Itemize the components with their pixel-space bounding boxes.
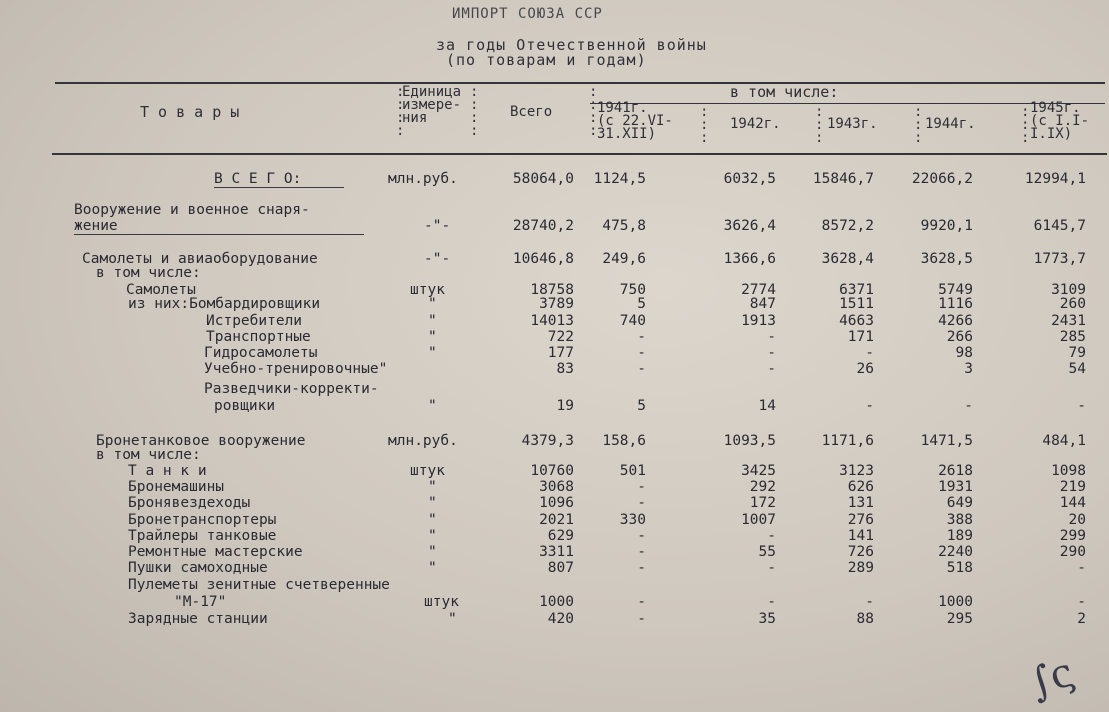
header-unit: Единица измере- ния bbox=[402, 84, 462, 126]
value-1944: 649 bbox=[946, 495, 973, 511]
value-1945: - bbox=[1077, 560, 1086, 576]
value-1941: - bbox=[637, 544, 646, 560]
goods-name: Гидросамолеты bbox=[204, 345, 318, 361]
value-1943: 289 bbox=[847, 560, 874, 576]
value-1943: - bbox=[865, 398, 874, 414]
document-title-top: ИМПОРТ СОЮЗА ССР bbox=[452, 6, 603, 22]
goods-name: ровщики bbox=[214, 398, 276, 414]
unit-of-measure: " bbox=[428, 528, 437, 544]
unit-of-measure: млн.руб. bbox=[388, 171, 458, 187]
value-1945: 299 bbox=[1059, 528, 1086, 544]
value-total: 58064,0 bbox=[512, 171, 574, 187]
goods-name: Пулеметы зенитные счетверенные bbox=[128, 577, 390, 593]
goods-name: Транспортные bbox=[206, 329, 311, 345]
header-colon-separator: : : : : bbox=[396, 84, 405, 139]
unit-of-measure: -"- bbox=[424, 218, 451, 234]
goods-name: "М-17" bbox=[174, 594, 227, 610]
value-1941: 1124,5 bbox=[593, 171, 646, 187]
value-1941: - bbox=[637, 329, 646, 345]
value-total: 1096 bbox=[539, 495, 574, 511]
value-1941: 740 bbox=[619, 313, 646, 329]
unit-of-measure: " bbox=[428, 560, 437, 576]
value-1941: 475,8 bbox=[602, 218, 646, 234]
value-1941: - bbox=[637, 479, 646, 495]
value-1943: 1171,6 bbox=[821, 433, 874, 449]
value-total: 19 bbox=[556, 398, 574, 414]
value-1945: 1773,7 bbox=[1033, 251, 1086, 267]
value-1944: 266 bbox=[946, 329, 973, 345]
goods-name: Пушки самоходные bbox=[128, 560, 268, 576]
value-1942: - bbox=[767, 329, 776, 345]
value-1945: 285 bbox=[1059, 329, 1086, 345]
value-total: 1000 bbox=[539, 594, 574, 610]
value-1943: 1511 bbox=[839, 296, 874, 312]
value-1945: 20 bbox=[1068, 512, 1086, 528]
goods-name: Вооружение и военное снаря- bbox=[74, 202, 310, 218]
value-1944: 1116 bbox=[938, 296, 973, 312]
goods-name: В С Е Г О: bbox=[214, 171, 302, 187]
goods-name: в том числе: bbox=[96, 447, 201, 463]
section-underline bbox=[74, 234, 364, 235]
header-year-1945: 1945г. (с I.I- I.IX) bbox=[1030, 100, 1090, 142]
document-title-line-2: за годы Отечественной войны bbox=[436, 36, 707, 54]
value-1944: 2618 bbox=[938, 463, 973, 479]
value-1945: - bbox=[1077, 398, 1086, 414]
goods-name: Самолеты и авиаоборудование bbox=[82, 251, 318, 267]
unit-of-measure: " bbox=[428, 345, 437, 361]
handwritten-signature-icon: ∫ς bbox=[1023, 648, 1080, 708]
unit-of-measure: млн.руб. bbox=[388, 433, 458, 449]
value-1945: 54 bbox=[1068, 361, 1086, 377]
value-1944: - bbox=[964, 398, 973, 414]
table-row bbox=[0, 399, 1109, 413]
value-total: 420 bbox=[547, 611, 574, 627]
value-1943: 141 bbox=[847, 528, 874, 544]
value-1943: - bbox=[865, 345, 874, 361]
value-total: 3789 bbox=[539, 296, 574, 312]
value-total: 807 bbox=[547, 560, 574, 576]
header-colon-separator: : : : bbox=[1021, 104, 1030, 146]
table-row bbox=[0, 203, 1109, 217]
unit-of-measure: штук bbox=[410, 463, 445, 479]
table-row bbox=[0, 362, 1109, 376]
value-1945: - bbox=[1077, 594, 1086, 610]
goods-name: Ремонтные мастерские bbox=[128, 544, 303, 560]
goods-name: Трайлеры танковые bbox=[128, 528, 277, 544]
value-1941: 501 bbox=[619, 463, 646, 479]
document-title-line-3: (по товарам и годам) bbox=[446, 51, 647, 69]
goods-name: из них:Бомбардировщики bbox=[128, 296, 321, 312]
value-1943: 3628,4 bbox=[821, 251, 874, 267]
value-1945: 2431 bbox=[1051, 313, 1086, 329]
value-1942: 292 bbox=[749, 479, 776, 495]
value-total: 18758 bbox=[530, 282, 574, 298]
value-total: 3068 bbox=[539, 479, 574, 495]
value-1945: 484,1 bbox=[1042, 433, 1086, 449]
header-colon-separator: : : : : bbox=[589, 84, 598, 139]
goods-name: Бронемашины bbox=[128, 479, 225, 495]
table-row bbox=[0, 266, 1109, 280]
value-1942: 1913 bbox=[741, 313, 776, 329]
table-row bbox=[0, 172, 1109, 186]
table-row bbox=[0, 346, 1109, 360]
goods-name: Учебно-тренировочные" bbox=[204, 361, 388, 377]
value-1941: 330 bbox=[619, 512, 646, 528]
goods-name: Истребители bbox=[206, 313, 303, 329]
goods-name: Бронетанковое вооружение bbox=[96, 433, 306, 449]
value-1942: 35 bbox=[758, 611, 776, 627]
unit-of-measure: " bbox=[428, 512, 437, 528]
header-colon-separator: : : : bbox=[815, 104, 824, 146]
value-1944: 5749 bbox=[938, 282, 973, 298]
value-1943: - bbox=[865, 594, 874, 610]
value-1942: 6032,5 bbox=[723, 171, 776, 187]
unit-of-measure: " bbox=[428, 479, 437, 495]
table-row bbox=[0, 480, 1109, 494]
header-colon-separator: : : : bbox=[700, 104, 709, 146]
table-row bbox=[0, 330, 1109, 344]
value-1945: 12994,1 bbox=[1024, 171, 1086, 187]
value-1943: 15846,7 bbox=[812, 171, 874, 187]
value-1941: 750 bbox=[619, 282, 646, 298]
value-1942: 1093,5 bbox=[723, 433, 776, 449]
unit-of-measure: штук bbox=[410, 282, 445, 298]
value-total: 2021 bbox=[539, 512, 574, 528]
value-1942: 14 bbox=[758, 398, 776, 414]
goods-name: Бронявездеходы bbox=[128, 495, 251, 511]
value-1945: 144 bbox=[1059, 495, 1086, 511]
value-1942: - bbox=[767, 594, 776, 610]
value-1944: 189 bbox=[946, 528, 973, 544]
value-1944: 1471,5 bbox=[920, 433, 973, 449]
table-row bbox=[0, 283, 1109, 297]
value-1943: 276 bbox=[847, 512, 874, 528]
value-1941: - bbox=[637, 560, 646, 576]
value-1945: 2 bbox=[1077, 611, 1086, 627]
table-row bbox=[0, 561, 1109, 575]
value-total: 3311 bbox=[539, 544, 574, 560]
table-row bbox=[0, 464, 1109, 478]
goods-name: Т а н к и bbox=[128, 463, 207, 479]
goods-name: Бронетранспортеры bbox=[128, 512, 277, 528]
header-total: Всего bbox=[510, 104, 553, 120]
value-1942: 172 bbox=[749, 495, 776, 511]
value-1944: 1931 bbox=[938, 479, 973, 495]
value-1944: 295 bbox=[946, 611, 973, 627]
value-1943: 131 bbox=[847, 495, 874, 511]
value-1944: 1000 bbox=[938, 594, 973, 610]
goods-name: в том числе: bbox=[96, 265, 201, 281]
value-1943: 26 bbox=[856, 361, 874, 377]
table-row bbox=[0, 545, 1109, 559]
value-1944: 9920,1 bbox=[920, 218, 973, 234]
value-total: 14013 bbox=[530, 313, 574, 329]
value-total: 28740,2 bbox=[512, 218, 574, 234]
value-1941: 5 bbox=[637, 398, 646, 414]
total-underline bbox=[214, 187, 344, 188]
header-goods: Т о в а р ы bbox=[140, 103, 240, 121]
value-1945: 3109 bbox=[1051, 282, 1086, 298]
table-row bbox=[0, 595, 1109, 609]
table-row bbox=[0, 314, 1109, 328]
value-1943: 8572,2 bbox=[821, 218, 874, 234]
value-total: 10760 bbox=[530, 463, 574, 479]
value-1944: 3 bbox=[964, 361, 973, 377]
value-total: 83 bbox=[556, 361, 574, 377]
header-year-1944: 1944г. bbox=[925, 116, 976, 132]
header-top-rule bbox=[55, 82, 1105, 84]
value-1944: 98 bbox=[955, 345, 973, 361]
value-1945: 260 bbox=[1059, 296, 1086, 312]
unit-of-measure: " bbox=[428, 296, 437, 312]
value-1943: 4663 bbox=[839, 313, 874, 329]
unit-of-measure: " bbox=[428, 313, 437, 329]
value-1944: 3628,5 bbox=[920, 251, 973, 267]
value-1942: 847 bbox=[749, 296, 776, 312]
goods-name: жение bbox=[74, 218, 118, 234]
unit-of-measure: штук bbox=[424, 594, 459, 610]
table-row bbox=[0, 382, 1109, 396]
value-1942: - bbox=[767, 560, 776, 576]
value-1941: 5 bbox=[637, 296, 646, 312]
value-1941: - bbox=[637, 361, 646, 377]
value-1942: 2774 bbox=[741, 282, 776, 298]
value-1943: 6371 bbox=[839, 282, 874, 298]
unit-of-measure: " bbox=[428, 398, 437, 414]
table-row bbox=[0, 219, 1109, 233]
value-1942: - bbox=[767, 361, 776, 377]
value-1941: - bbox=[637, 345, 646, 361]
unit-of-measure: -"- bbox=[424, 251, 451, 267]
table-row bbox=[0, 297, 1109, 311]
value-1944: 518 bbox=[946, 560, 973, 576]
value-1941: - bbox=[637, 495, 646, 511]
value-1943: 726 bbox=[847, 544, 874, 560]
header-colon-separator: : : : bbox=[914, 104, 923, 146]
table-row bbox=[0, 578, 1109, 592]
value-total: 4379,3 bbox=[521, 433, 574, 449]
value-1942: 1366,6 bbox=[723, 251, 776, 267]
value-1941: - bbox=[637, 594, 646, 610]
value-1944: 2240 bbox=[938, 544, 973, 560]
value-total: 10646,8 bbox=[512, 251, 574, 267]
goods-name: Самолеты bbox=[126, 282, 196, 298]
header-year-1942: 1942г. bbox=[730, 116, 781, 132]
goods-name: Зарядные станции bbox=[128, 611, 268, 627]
value-1942: - bbox=[767, 528, 776, 544]
table-row bbox=[0, 252, 1109, 266]
unit-of-measure: " bbox=[448, 611, 457, 627]
header-in-that-number: в том числе: bbox=[730, 83, 839, 101]
table-row bbox=[0, 513, 1109, 527]
value-1945: 6145,7 bbox=[1033, 218, 1086, 234]
value-1943: 171 bbox=[847, 329, 874, 345]
value-1942: 55 bbox=[758, 544, 776, 560]
value-1941: 249,6 bbox=[602, 251, 646, 267]
header-colon-separator: : : : : bbox=[470, 84, 479, 139]
value-1945: 290 bbox=[1059, 544, 1086, 560]
table-row bbox=[0, 434, 1109, 448]
value-1942: 1007 bbox=[741, 512, 776, 528]
table-row bbox=[0, 496, 1109, 510]
value-1944: 22066,2 bbox=[911, 171, 973, 187]
header-bottom-rule bbox=[52, 153, 1107, 155]
goods-name: Разведчики-корректи- bbox=[204, 381, 379, 397]
value-1944: 388 bbox=[946, 512, 973, 528]
value-1943: 3123 bbox=[839, 463, 874, 479]
value-1945: 219 bbox=[1059, 479, 1086, 495]
unit-of-measure: " bbox=[428, 329, 437, 345]
header-year-1943: 1943г. bbox=[827, 116, 878, 132]
value-1943: 88 bbox=[856, 611, 874, 627]
value-1941: 158,6 bbox=[602, 433, 646, 449]
value-1945: 79 bbox=[1068, 345, 1086, 361]
value-total: 629 bbox=[547, 528, 574, 544]
value-1944: 4266 bbox=[938, 313, 973, 329]
unit-of-measure: " bbox=[428, 544, 437, 560]
table-row bbox=[0, 612, 1109, 626]
value-1941: - bbox=[637, 528, 646, 544]
value-total: 722 bbox=[547, 329, 574, 345]
unit-of-measure: " bbox=[428, 495, 437, 511]
table-row bbox=[0, 448, 1109, 462]
value-1943: 626 bbox=[847, 479, 874, 495]
header-year-1941: 1941г. (с 22.VI- 31.XII) bbox=[597, 100, 673, 142]
value-total: 177 bbox=[547, 345, 574, 361]
value-1945: 1098 bbox=[1051, 463, 1086, 479]
value-1941: - bbox=[637, 611, 646, 627]
value-1942: - bbox=[767, 345, 776, 361]
table-row bbox=[0, 529, 1109, 543]
value-1942: 3425 bbox=[741, 463, 776, 479]
value-1942: 3626,4 bbox=[723, 218, 776, 234]
